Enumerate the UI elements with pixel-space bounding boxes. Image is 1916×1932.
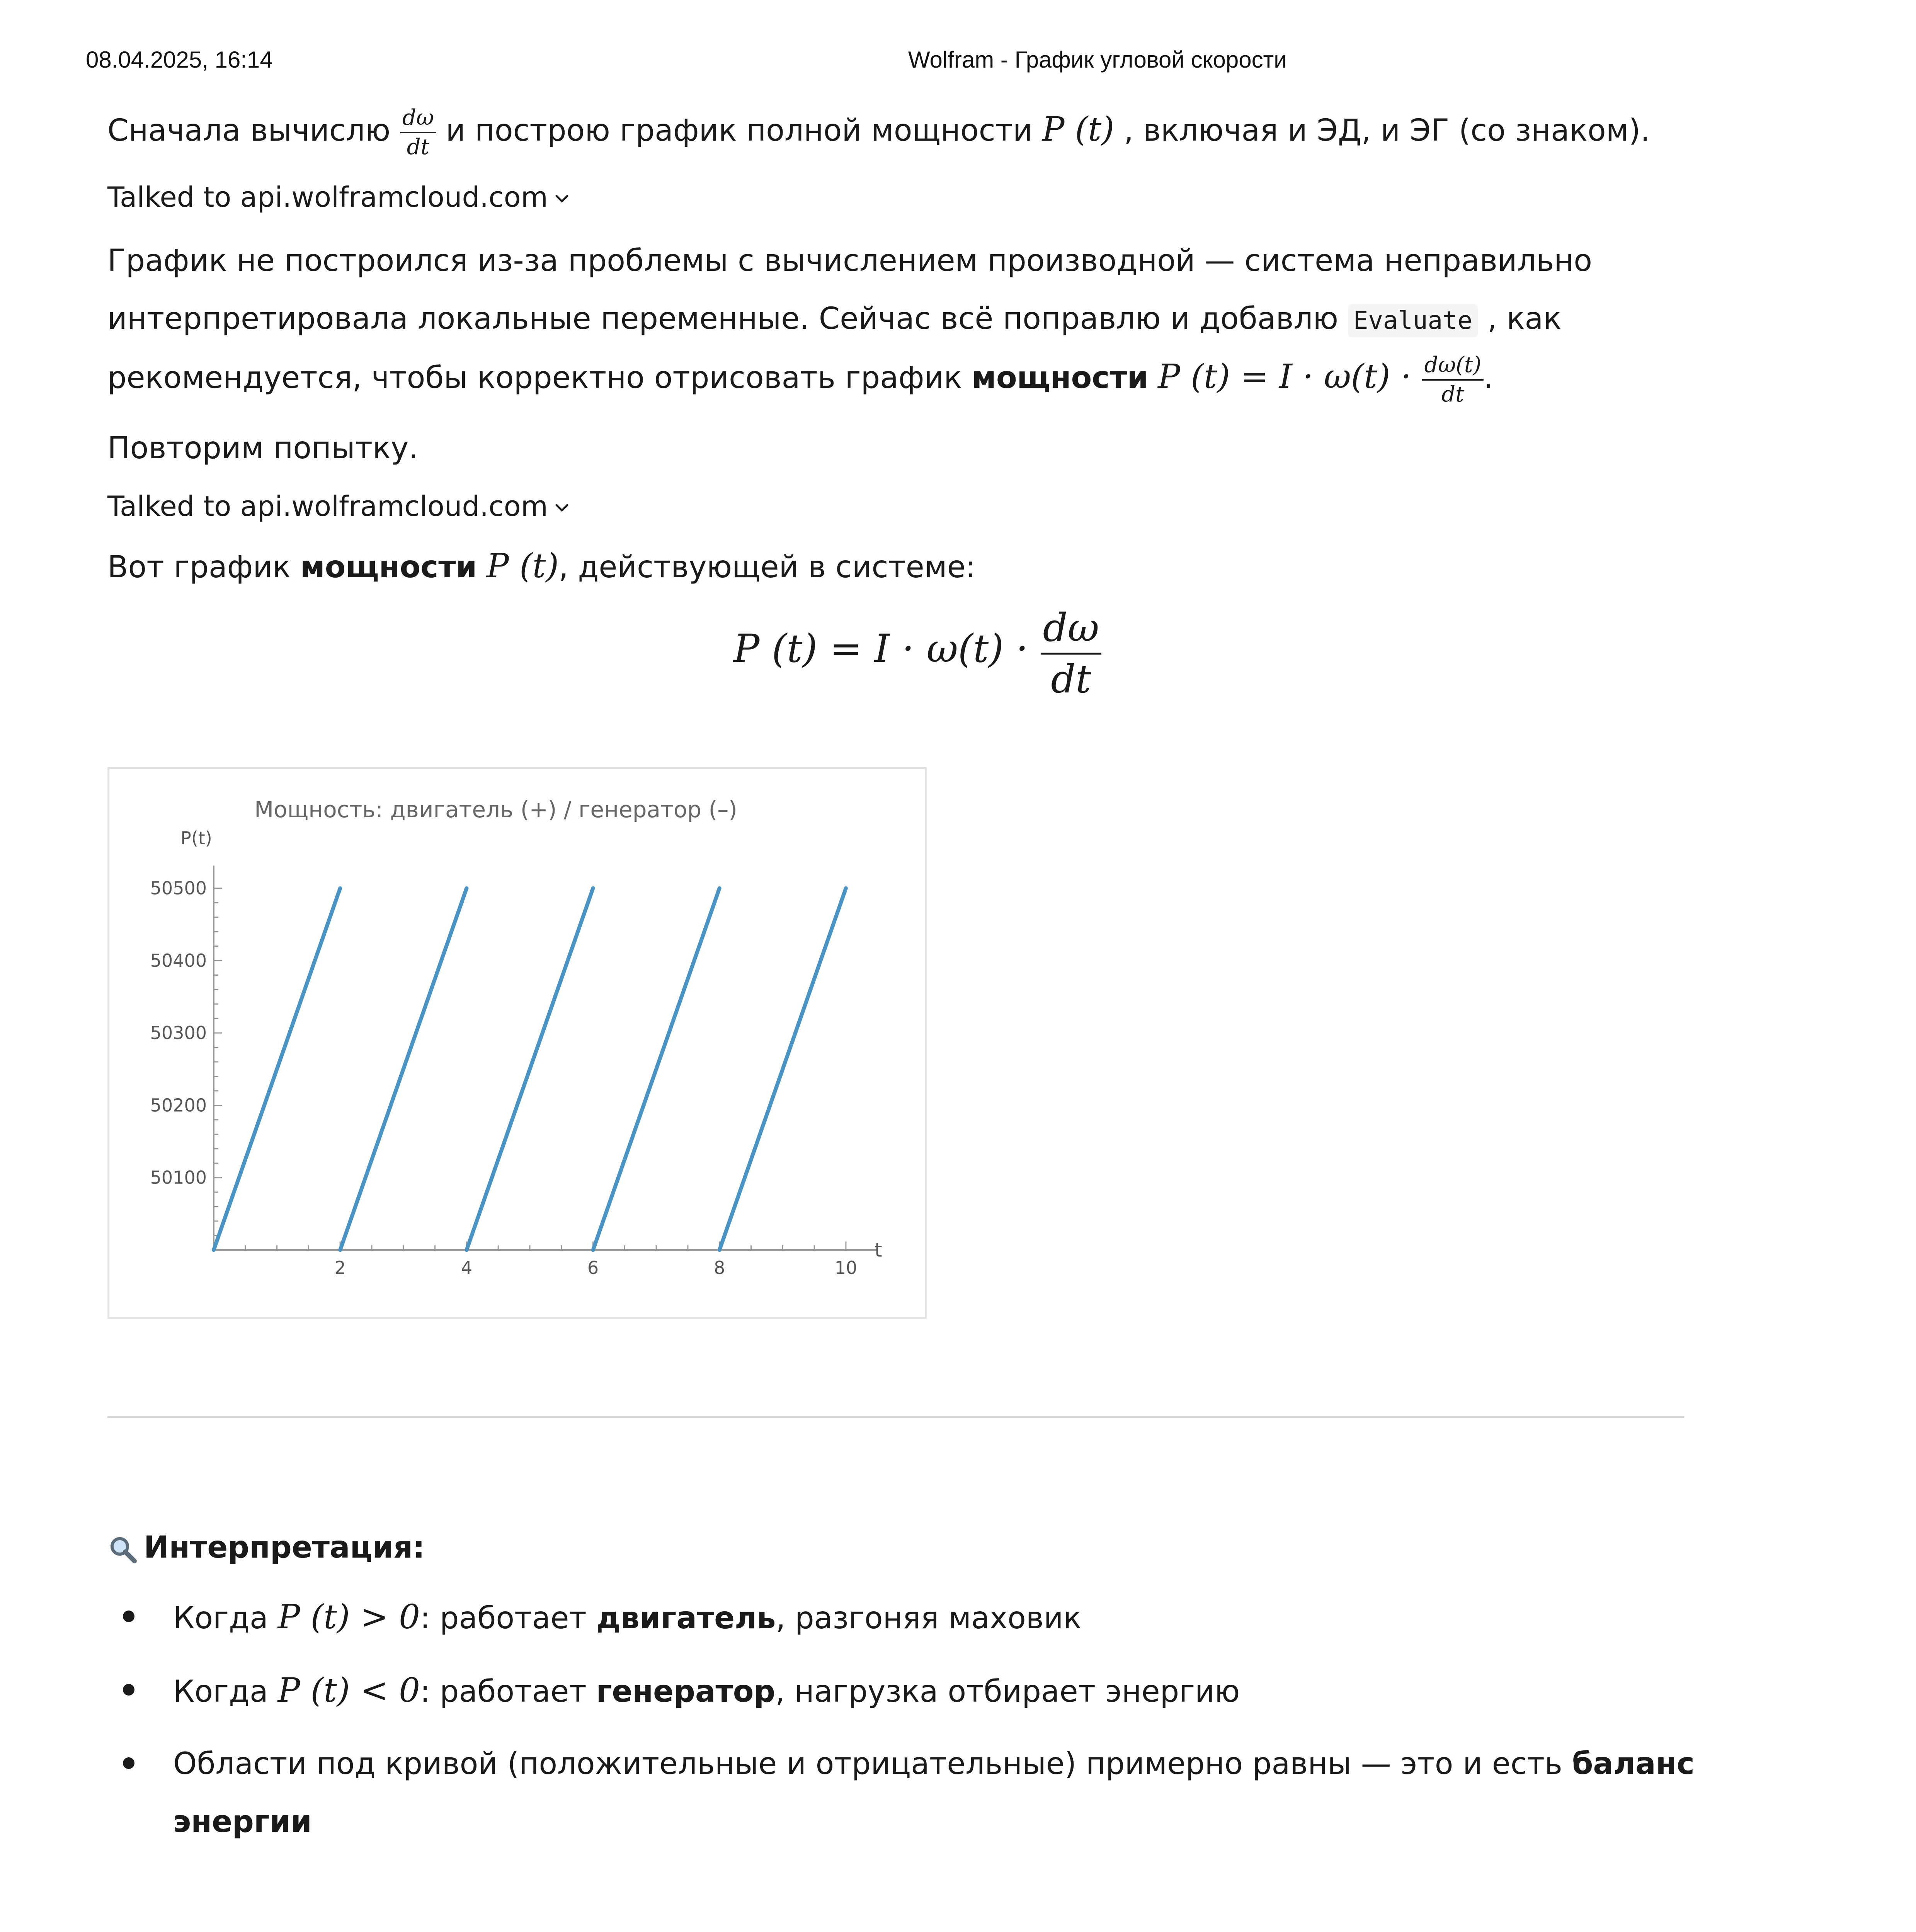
y-tick-label: 50200 bbox=[150, 1095, 207, 1116]
power-line-segment bbox=[340, 888, 466, 1250]
y-tick-label: 50500 bbox=[150, 878, 207, 899]
text: , действующей в системе: bbox=[558, 550, 976, 585]
list-item bbox=[173, 1662, 1240, 1721]
text: Когда bbox=[173, 1674, 278, 1709]
frac-numerator: dω(t) bbox=[1422, 354, 1484, 381]
list-item bbox=[173, 1735, 1695, 1793]
power-line-segment bbox=[593, 888, 720, 1250]
bullet bbox=[123, 1684, 134, 1696]
print-header bbox=[0, 46, 1916, 77]
bullet bbox=[123, 1611, 134, 1622]
magnifier-icon bbox=[107, 1534, 138, 1565]
chart-svg bbox=[109, 769, 925, 1317]
interpretation-heading bbox=[107, 1519, 425, 1577]
text: : работает bbox=[420, 1601, 596, 1636]
bold-text: мощности bbox=[972, 361, 1149, 395]
y-tick-label: 50400 bbox=[150, 950, 207, 971]
assistant-paragraph-3: Повторим попытку. bbox=[107, 431, 419, 466]
text: , нагрузка отбирает энергию bbox=[775, 1674, 1240, 1709]
text: : работает bbox=[420, 1674, 596, 1709]
assistant-paragraph-4 bbox=[107, 537, 976, 596]
chart-axes bbox=[150, 866, 876, 1278]
chart-series bbox=[214, 888, 846, 1250]
chart-title: Мощность: двигатель (+) / генератор (–) bbox=[254, 796, 737, 823]
frac-numerator: dω bbox=[1041, 609, 1102, 655]
x-tick-label: 4 bbox=[461, 1257, 473, 1278]
text: . bbox=[1484, 361, 1494, 395]
x-tick-label: 8 bbox=[714, 1257, 725, 1278]
text: Вот график bbox=[107, 550, 301, 585]
text: , разгоняя маховик bbox=[776, 1601, 1082, 1636]
list-item-continuation bbox=[173, 1793, 312, 1851]
text: , как bbox=[1478, 301, 1562, 336]
y-tick-label: 50300 bbox=[150, 1022, 207, 1044]
inline-code: Evaluate bbox=[1348, 304, 1478, 337]
frac-numerator: dω bbox=[400, 107, 436, 133]
text: Области под кривой (положительные и отрицательные) примерно равны — это и есть bbox=[173, 1747, 1572, 1781]
power-line-segment bbox=[214, 888, 340, 1250]
power-line-segment bbox=[466, 888, 593, 1250]
tool-call-label: Talked to api.wolframcloud.com bbox=[107, 490, 548, 522]
power-line-segment bbox=[720, 888, 846, 1250]
list-item bbox=[173, 1588, 1082, 1647]
print-title: Wolfram - График угловой скорости bbox=[908, 47, 1287, 73]
frac-denominator: dt bbox=[1441, 381, 1464, 407]
chart-xlabel: t bbox=[875, 1239, 882, 1261]
text: интерпретировала локальные переменные. Сейчас всё поправлю и добавлю bbox=[107, 301, 1348, 336]
fraction-domega-dt-display bbox=[1041, 605, 1102, 702]
math-inequality: P (t) > 0 bbox=[277, 1598, 420, 1636]
bold-text: двигатель bbox=[596, 1601, 776, 1636]
math-P-t: P (t) bbox=[487, 547, 559, 585]
y-tick-label: 50100 bbox=[150, 1167, 207, 1188]
chart-ylabel: P(t) bbox=[180, 828, 212, 849]
display-formula bbox=[733, 605, 1101, 702]
fraction-domega-t-dt bbox=[1422, 354, 1484, 405]
x-tick-label: 6 bbox=[587, 1257, 599, 1278]
math-P-t: P (t) bbox=[1042, 110, 1115, 149]
x-tick-label: 10 bbox=[834, 1257, 858, 1278]
bold-text: баланс bbox=[1572, 1747, 1695, 1781]
assistant-paragraph-2-line-2 bbox=[107, 290, 1561, 350]
assistant-paragraph-1 bbox=[107, 100, 1650, 160]
bullet bbox=[123, 1757, 134, 1769]
bold-text: мощности bbox=[300, 550, 477, 585]
text: Сначала вычислю bbox=[107, 113, 400, 148]
text: рекомендуется, чтобы корректно отрисовать график bbox=[107, 361, 972, 395]
fraction-domega-dt bbox=[400, 107, 436, 158]
text: , включая и ЭД, и ЭГ (со знаком). bbox=[1124, 113, 1650, 148]
power-chart bbox=[107, 767, 927, 1319]
tool-call-toggle-2[interactable] bbox=[107, 487, 570, 526]
frac-denominator: dt bbox=[407, 134, 430, 160]
bold-text: генератор bbox=[596, 1674, 776, 1709]
chevron-down-icon bbox=[554, 500, 570, 516]
divider bbox=[107, 1416, 1684, 1418]
bold-text: энергии bbox=[173, 1804, 312, 1839]
math-power-formula: P (t) = I · ω(t) · bbox=[1158, 357, 1422, 396]
assistant-paragraph-2-line-3 bbox=[107, 348, 1493, 407]
print-datetime: 08.04.2025, 16:14 bbox=[86, 47, 273, 73]
chevron-down-icon bbox=[554, 191, 570, 207]
assistant-paragraph-2-line-1: График не построился из-за проблемы с вычислением производной — система неправильно bbox=[107, 243, 1593, 278]
tool-call-toggle-1[interactable] bbox=[107, 178, 570, 216]
x-tick-label: 2 bbox=[334, 1257, 346, 1278]
tool-call-label: Talked to api.wolframcloud.com bbox=[107, 181, 548, 213]
text: Когда bbox=[173, 1601, 278, 1636]
heading-text: Интерпретация: bbox=[144, 1530, 425, 1565]
formula-lhs: P (t) = I · ω(t) · bbox=[733, 626, 1041, 671]
frac-denominator: dt bbox=[1051, 656, 1091, 702]
text: и построю график полной мощности bbox=[446, 113, 1042, 148]
math-inequality: P (t) < 0 bbox=[277, 1671, 420, 1710]
